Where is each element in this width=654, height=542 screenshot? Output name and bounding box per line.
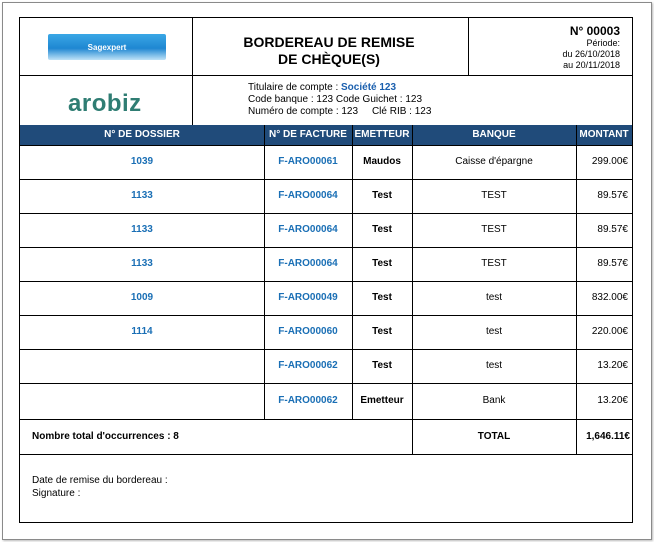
signature-label: Signature : [32,488,81,499]
account-number-line: Numéro de compte : 123 Clé RIB : 123 [248,106,432,117]
cell-facture: F-ARO00049 [278,292,338,303]
cell-montant: 832.00€ [591,292,628,303]
cell-montant: 299.00€ [591,156,628,167]
header-divider [192,75,193,125]
arobiz-logo: arobiz [68,90,142,117]
document-number: N° 00003 [569,24,620,38]
cell-dossier: 1133 [131,258,153,269]
cell-emetteur: Maudos [363,156,401,167]
cell-facture: F-ARO00060 [278,326,338,337]
cell-banque: TEST [481,224,507,235]
cell-dossier [20,349,264,383]
cell-emetteur: Test [372,326,392,337]
occurrence-count: Nombre total d'occurrences : 8 [32,431,179,442]
title-line-2: DE CHÈQUE(S) [278,51,380,67]
account-holder-info [248,82,431,118]
remise-date-label: Date de remise du bordereau : [32,475,168,486]
sagexpert-logo [48,34,166,60]
cell-facture: F-ARO00062 [278,360,338,371]
cell-montant: 89.57€ [597,190,628,201]
cell-banque: test [485,326,503,337]
cell-banque: Caisse d'épargne [455,156,533,167]
cell-dossier: 1133 [131,224,153,235]
cell-facture: F-ARO00064 [278,258,338,269]
holder-name: Société 123 [341,82,397,93]
cell-banque: TEST [481,258,507,269]
cell-banque: test [485,292,503,303]
holder-line [248,82,431,94]
cell-dossier: 1133 [131,190,153,201]
bank-code-line: Code banque : 123 Code Guichet : 123 [248,94,423,105]
page-frame [2,2,652,540]
table-grid-line [20,454,632,455]
cell-emetteur: Test [372,190,392,201]
period-to: au 20/11/2018 [563,60,620,70]
cell-facture: F-ARO00062 [278,395,338,406]
bordereau-document [19,17,633,523]
cell-banque: test [485,360,503,371]
cell-dossier [20,383,264,419]
cell-dossier: 1039 [130,156,154,167]
cell-facture: F-ARO00064 [278,190,338,201]
column-header-dossier: N° DE DOSSIER [104,129,180,140]
sagexpert-logo-text: Sagexpert [87,42,127,52]
cell-dossier: 1114 [131,326,153,337]
cell-dossier: 1009 [130,292,154,303]
total-value: 1,646.11€ [586,431,630,442]
cell-banque: Bank [482,395,506,406]
column-header-facture: N° DE FACTURE [269,129,347,140]
header-divider [20,75,632,76]
total-label: TOTAL [477,431,511,442]
cell-montant: 13.20€ [597,395,628,406]
cell-emetteur: Test [372,360,392,371]
cell-emetteur: Test [372,258,392,269]
column-header-banque: BANQUE [472,129,516,140]
cell-montant: 89.57€ [597,224,628,235]
cell-emetteur: Emetteur [360,395,404,406]
column-header-montant: MONTANT [579,129,629,140]
period-from: du 26/10/2018 [562,49,620,59]
column-header-emetteur: EMETTEUR [354,129,410,140]
title-line-1: BORDEREAU DE REMISE [243,34,415,50]
document-number-block [468,24,630,71]
cell-montant: 89.57€ [597,258,628,269]
holder-label: Titulaire de compte : [248,82,342,93]
cell-facture: F-ARO00064 [278,224,338,235]
cell-facture: F-ARO00061 [278,156,338,167]
cell-montant: 220.00€ [591,326,628,337]
footer-block [32,474,168,500]
cell-banque: TEST [481,190,507,201]
cell-montant: 13.20€ [597,360,628,371]
period-label: Période: [586,38,620,48]
cell-emetteur: Test [372,224,392,235]
document-title [192,34,466,68]
cell-emetteur: Test [372,292,392,303]
